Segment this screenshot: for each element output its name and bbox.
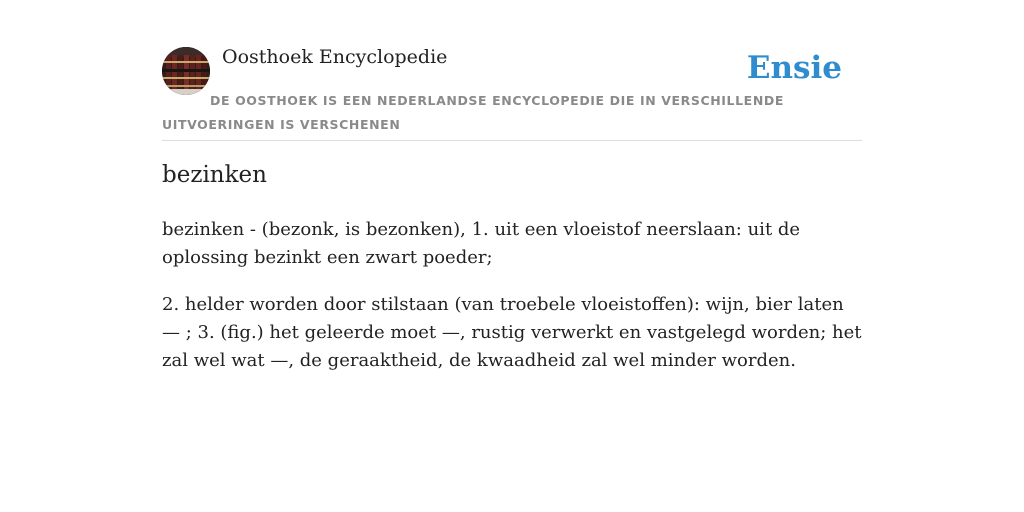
brand-logo-link[interactable]: Ensie — [746, 50, 842, 86]
entry-paragraph: 2. helder worden door stilstaan (van troebele vloeistoffen): wijn, bier laten — ; 3. (fig.) het geleerde moet —, rustig verwerkt en vastgelegd worden; het zal wel wat —, de geraaktheid, de kwaadheid zal wel minder worden. — [162, 294, 862, 371]
entry-title: bezinken — [162, 162, 267, 188]
site-tagline: DE OOSTHOEK IS EEN NEDERLANDSE ENCYCLOPEDIE DIE IN VERSCHILLENDE UITVOERINGEN IS VERSCHENEN — [162, 93, 784, 132]
entry-paragraph: bezinken - (bezonk, is bezonken), 1. uit een vloeistof neerslaan: uit de oplossing bezinkt een zwart poeder; — [162, 219, 801, 268]
bookshelf-avatar-icon[interactable] — [162, 47, 210, 95]
site-title[interactable]: Oosthoek Encyclopedie — [222, 46, 448, 68]
page-container — [162, 0, 862, 371]
entry-body — [162, 216, 862, 394]
site-header — [162, 0, 862, 141]
